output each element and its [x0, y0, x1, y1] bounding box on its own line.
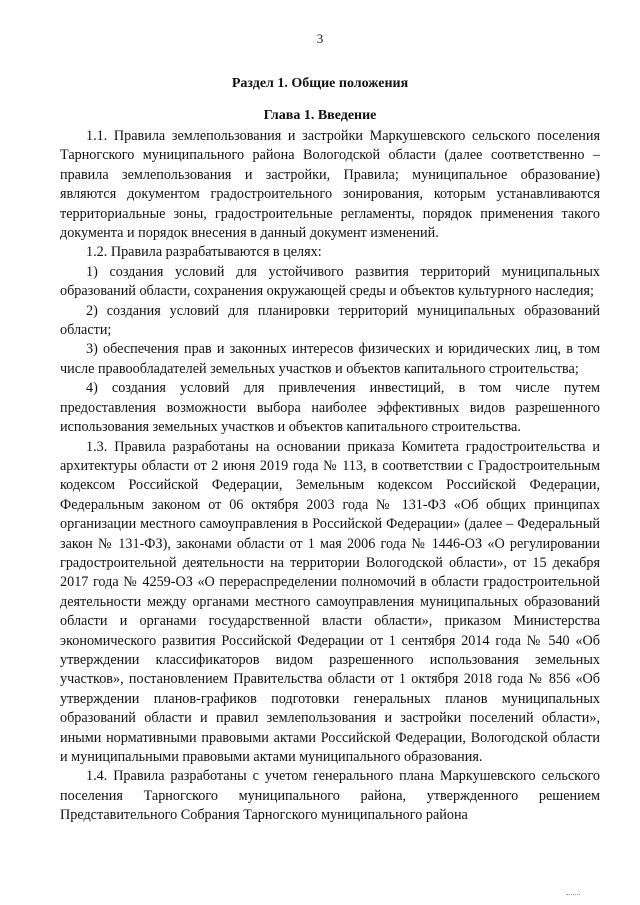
paragraph-1-3: 1.3. Правила разработаны на основании приказа Комитета градостроительства и архитектуры области от 2 июня 2019 года № 113, в соответствии с Градостроительным кодексом Российской Федерации, Земельным кодексом Российской Федерации, Федеральным законом от 06 октября 2003 года № 131-ФЗ «Об общих принципах организации местного самоуправления в Российской Федерации» (далее – Федеральный закон № 131-ФЗ), законами области от 1 мая 2006 года № 1446-ОЗ «О регулировании градостроительной деятельности на территории Вологодской области», от 15 декабря 2017 года № 4259-ОЗ «О перераспределении полномочий в области градостроительной деятельности между органами местного самоуправления муниципальных образований области и органами государственной власти области», приказом Министерства экономического развития Российской Федерации от 1 сентября 2014 года № 540 «Об утверждении классификаторов видом разрешенного использования земельных участков», постановлением Правительства области от 1 октября 2018 года № 856 «Об утверждении планов-графиков подготовки генеральных планов муниципальных образований области и правил землепользования и застройки поселений области», иными нормативными правовыми актами Российской Федерации, Вологодской области и муниципальными правовыми актами муниципального образования.: [60, 438, 600, 765]
paragraph-1-2: 1.2. Правила разрабатываются в целях:: [86, 244, 322, 261]
list-item-2: 2) создания условий для планировки территорий муниципальных образований области;: [60, 302, 600, 339]
chapter-title: Глава 1. Введение: [263, 108, 377, 123]
paragraph-1-4: 1.4. Правила разработаны с учетом генерального плана Маркушевского сельского поселения Тарногского муниципального района, утвержденного решением Представительного Собрания Тарногского муниципального района: [60, 768, 600, 824]
list-item-3: 3) обеспечения прав и законных интересов физических и юридических лиц, в том числе правообладателей земельных участков и объектов капитального строительства;: [60, 341, 600, 377]
list-item-4: 4) создания условий для привлечения инвестиций, в том числе путем предоставления возможности выбора наиболее эффективных видов разрешенного использования земельных участков и объектов капитального строительства.: [60, 380, 600, 436]
scan-artifact: [566, 894, 580, 897]
document-body: [60, 127, 600, 826]
section-title: Раздел 1. Общие положения: [231, 76, 409, 91]
list-item-1: 1) создания условий для устойчивого развития территорий муниципальных образований области, сохранения окружающей среды и объектов культурного наследия;: [60, 263, 600, 300]
page-number: 3: [316, 31, 324, 46]
paragraph-1-1: 1.1. Правила землепользования и застройки Маркушевского сельского поселения Тарногского муниципального района Вологодской области (далее соответственно – правила землепользования и застройки, Правила; муниципальное образование) являются документом градостроительного зонирования, которым устанавливаются территориальные зоны, градостроительные регламенты, порядок применения такого документа и порядок внесения в данный документ изменений.: [60, 128, 600, 242]
